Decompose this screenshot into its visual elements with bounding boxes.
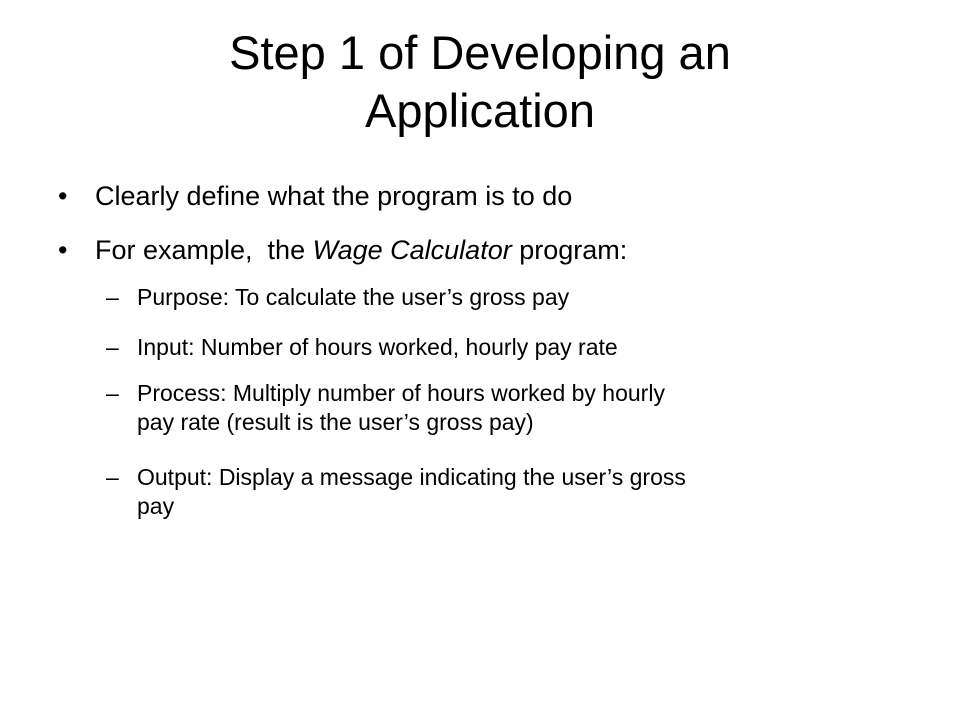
bullet-text-after: program: xyxy=(511,235,628,265)
sub-bullet-line: Process: Multiply number of hours worked by hourly xyxy=(137,380,665,406)
sub-bullet-text xyxy=(137,379,906,437)
sub-bullet-mark: – xyxy=(106,334,119,360)
bullet-mark: • xyxy=(58,235,68,265)
sub-bullet-line: pay xyxy=(137,493,175,519)
slide-title-line-1: Step 1 of Developing an xyxy=(229,26,731,79)
sub-bullet-mark: – xyxy=(106,284,119,310)
sub-bullet-mark: – xyxy=(106,464,119,490)
sub-bullet-line: Purpose: To calculate the user’s gross pay xyxy=(137,284,570,310)
sub-bullet-process xyxy=(106,379,906,437)
sub-bullet-line: pay rate (result is the user’s gross pay) xyxy=(137,409,534,435)
bullet-mark: • xyxy=(58,181,68,211)
sub-bullet-text xyxy=(137,463,906,521)
bullet-text xyxy=(95,234,627,266)
slide-title xyxy=(60,24,900,140)
program-name-italic: Wage Calculator xyxy=(312,235,512,265)
bullet-text-before: For example, the xyxy=(95,235,313,265)
sub-bullet-mark: – xyxy=(106,380,119,406)
sub-bullet-text xyxy=(137,333,906,362)
bullet-text: Clearly define what the program is to do xyxy=(95,181,573,211)
sub-bullet-line: Input: Number of hours worked, hourly pay rate xyxy=(137,334,618,360)
sub-bullet-input xyxy=(106,333,906,362)
sub-bullet-purpose xyxy=(106,283,906,312)
sub-bullet-output xyxy=(106,463,906,521)
sub-bullet-line: Output: Display a message indicating the user’s gross xyxy=(137,464,686,490)
sub-bullet-text xyxy=(137,283,906,312)
slide-title-line-2: Application xyxy=(365,84,595,137)
